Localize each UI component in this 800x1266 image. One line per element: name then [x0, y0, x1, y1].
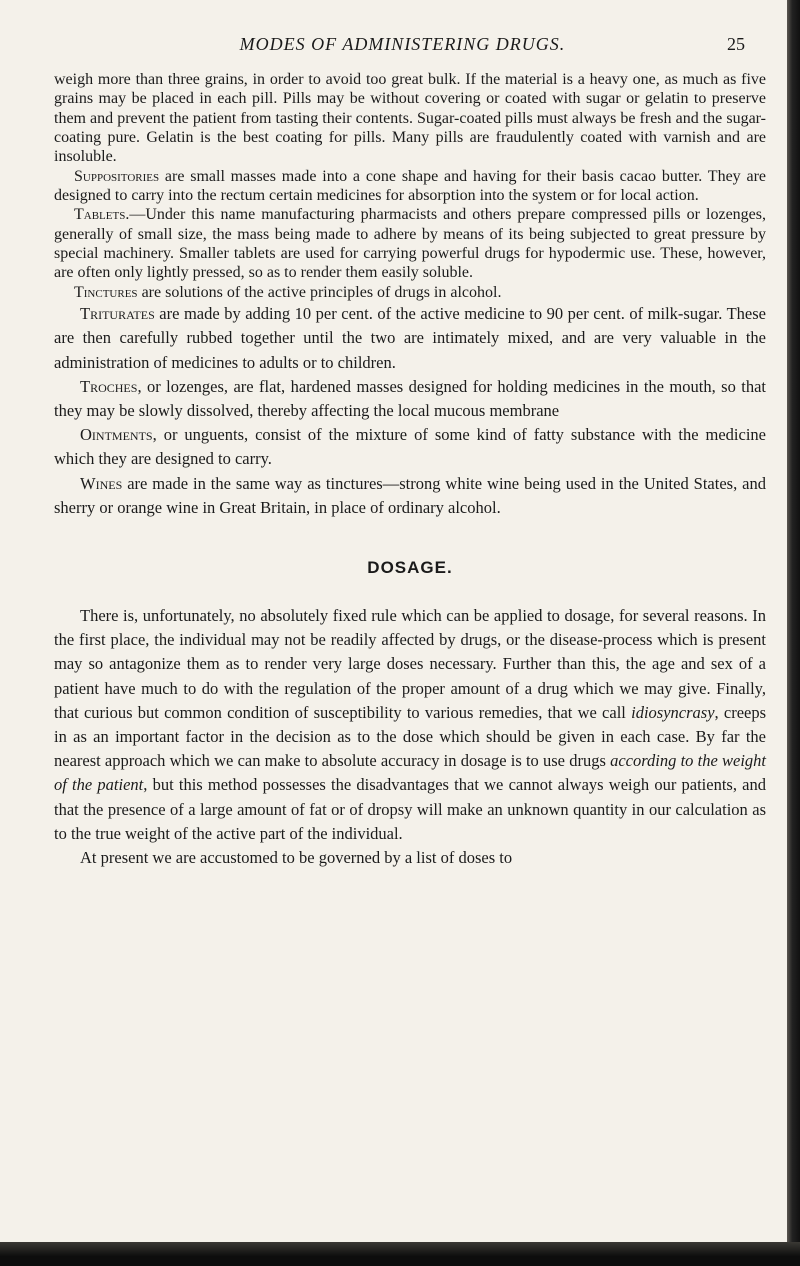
- page-number: 25: [727, 34, 745, 54]
- triturates-text: are made by adding 10 per cent. of the active medicine to 90 per cent. of milk-sugar. These are then carefully rubbed together until the two are intimately mixed, and are very valuable in the administration of medicines to adults or to children.: [54, 304, 766, 372]
- term-suppositories: Suppositories: [74, 167, 160, 185]
- paragraph-tablets: [54, 205, 766, 282]
- term-tinctures: Tinctures: [74, 283, 138, 301]
- paragraph-troches: [54, 375, 766, 423]
- paragraph-dosage-2: At present we are accustomed to be governed by a list of doses to: [80, 847, 513, 867]
- ointments-text: , or unguents, consist of the mixture of some kind of fatty substance with the medicine which they are designed to carry.: [54, 425, 766, 469]
- term-idiosyncrasy: idiosyncrasy: [631, 702, 715, 722]
- tablets-text: .—Under this name manufacturing pharmacists and others prepare compressed pills or lozenges, generally of small size, the mass being made to adhere by means of its being subjected to great pressure by special machinery. Smaller tablets are used for carrying powerful drugs for hypodermic use. These, however, are often only lightly pressed, so as to render them easily soluble.: [54, 206, 766, 282]
- paragraph-dosage-1: [54, 604, 766, 846]
- page-header: [60, 34, 745, 58]
- term-wines: Wines: [80, 473, 123, 493]
- paragraph-suppositories: [54, 167, 766, 206]
- dosage-text-c: , but this method possesses the disadvantages that we cannot always weigh our patients, and that the presence of a large amount of fat or of dropsy will make an unknown quantity in our calculation as to the true weight of the active part of the individual.: [54, 775, 766, 843]
- term-tablets: Tablets: [74, 206, 126, 224]
- paragraph-pills-continued: weigh more than three grains, in order to avoid too great bulk. If the material is a heavy one, as much as five grains may be placed in each pill. Pills may be without covering or coated with sugar or gelatin to preserve them and prevent the patient from tasting their contents. Sugar-coated pills must always be fresh and the sugar-coating pure. Gelatin is the best coating for pills. Many pills are fraudulently coated with varnish and are insoluble.: [54, 71, 766, 166]
- troches-text: , or lozenges, are flat, hardened masses designed for holding medicines in the mouth, so that they may be slowly dissolved, thereby affecting the local mucous membrane: [54, 376, 766, 420]
- running-title: MODES OF ADMINISTERING DRUGS.: [239, 34, 566, 54]
- paragraph-tinctures: [54, 283, 766, 302]
- wines-text: are made in the same way as tinctures—strong white wine being used in the United States, and sherry or orange wine in Great Britain, in place of ordinary alcohol.: [54, 473, 766, 517]
- phrase-weight-of-patient: according to the weight of the patient: [54, 751, 766, 795]
- dosage-text-a: There is, unfortunately, no absolutely fixed rule which can be applied to dosage, for several reasons. In the first place, the individual may not be readily affected by drugs, or the disease-process which is present may so antagonize them as to render very large doses necessary. Further than this, the age and sex of a patient have much to do with the regulation of the proper amount of a drug which we may give. Finally, that curious but common condition of susceptibility to various remedies, that we call: [54, 605, 766, 722]
- section-heading-dosage: DOSAGE.: [367, 557, 453, 577]
- term-ointments: Ointments: [80, 425, 153, 445]
- tinctures-text: are solutions of the active principles of drugs in alcohol.: [137, 283, 502, 301]
- book-spine-edge: [787, 0, 800, 1266]
- dosage-text-b: , creeps in as an important factor in the decision as to the dose which should be given in each case. By far the nearest approach which we can make to absolute accuracy in dosage is to use drugs: [54, 702, 767, 771]
- paragraph-ointments: [54, 423, 766, 471]
- paragraph-wines: [54, 472, 766, 520]
- term-troches: Troches: [80, 376, 138, 396]
- suppositories-text: are small masses made into a cone shape and having for their basis cacao butter. They are designed to carry into the rectum certain medicines for absorption into the system or for local action.: [54, 167, 766, 205]
- body-text: [54, 70, 766, 870]
- page-bottom-edge: [0, 1242, 800, 1266]
- paragraph-triturates: [54, 302, 766, 375]
- term-triturates: Triturates: [80, 304, 155, 324]
